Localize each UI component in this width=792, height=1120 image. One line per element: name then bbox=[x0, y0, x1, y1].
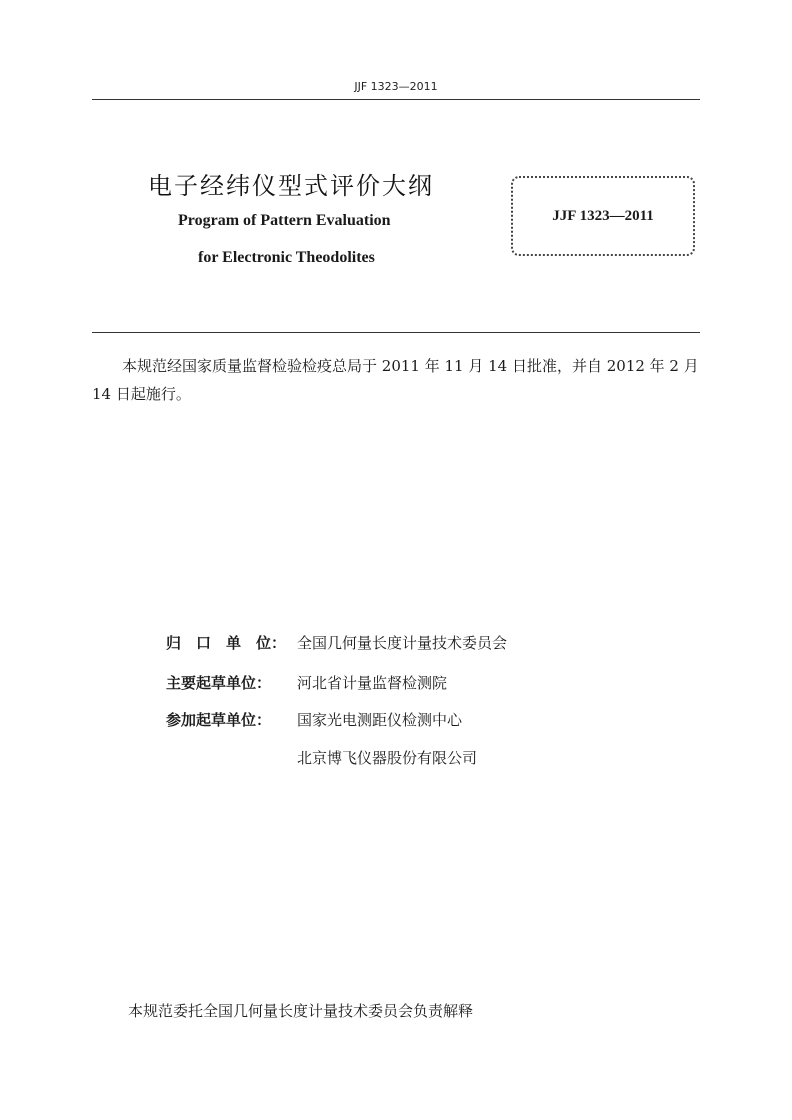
responsible-unit-value: 全国几何量长度计量技术委员会 bbox=[297, 634, 508, 652]
participating-drafter-value-1: 国家光电测距仪检测中心 bbox=[297, 711, 463, 729]
responsible-unit-label: 归 口 单 位： bbox=[166, 634, 287, 652]
main-drafter-label: 主要起草单位： bbox=[166, 674, 272, 692]
participating-drafter-value-2: 北京博飞仪器股份有限公司 bbox=[297, 749, 478, 767]
title-chinese: 电子经纬仪型式评价大纲 bbox=[148, 172, 434, 200]
title-section-rule bbox=[92, 332, 700, 333]
title-english-line2: for Electronic Theodolites bbox=[198, 249, 375, 266]
interpretation-note: 本规范委托全国几何量长度计量技术委员会负责解释 bbox=[128, 1002, 474, 1020]
main-drafter-value: 河北省计量监督检测院 bbox=[297, 674, 448, 692]
title-english-line1: Program of Pattern Evaluation bbox=[178, 212, 391, 229]
participating-drafter-label: 参加起草单位： bbox=[166, 711, 272, 729]
header-rule bbox=[92, 99, 700, 100]
header-standard-code: JJF 1323—2011 bbox=[354, 80, 438, 93]
approval-statement: 本规范经国家质量监督检验检疫总局于 2011 年 11 月 14 日批准，并自 2012 年 2 月 14 日起施行。 bbox=[92, 357, 699, 403]
standard-code-box-text: JJF 1323—2011 bbox=[552, 208, 654, 224]
